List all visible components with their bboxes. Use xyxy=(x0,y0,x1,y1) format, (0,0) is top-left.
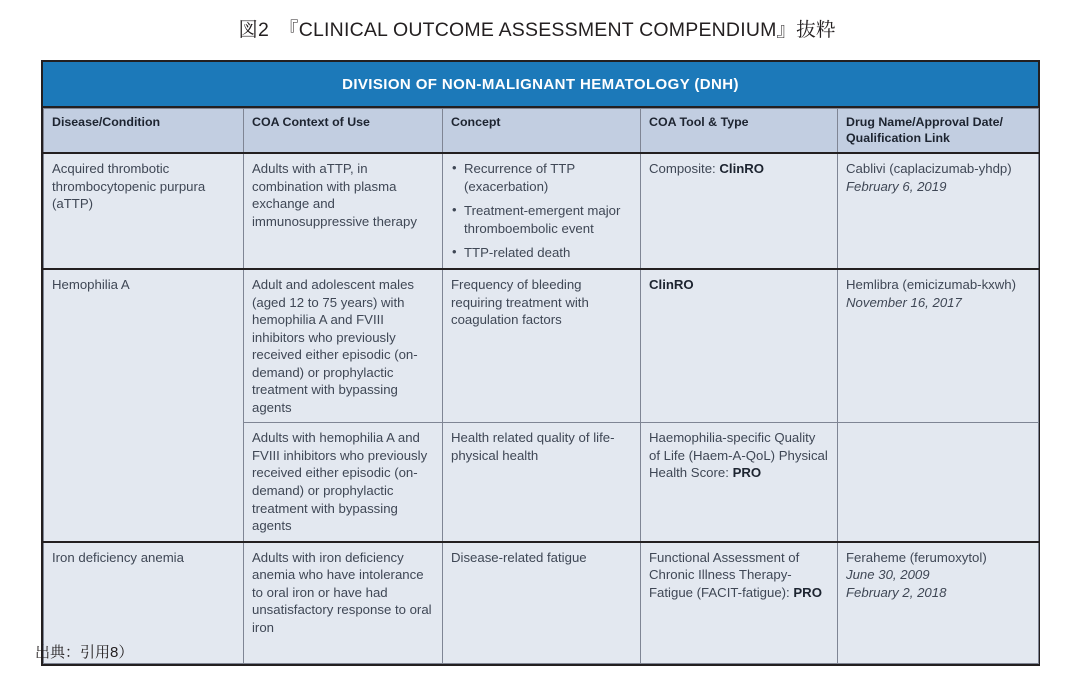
approval-date: June 30, 2009 xyxy=(846,567,930,583)
tool-type-badge: ClinRO xyxy=(649,276,694,292)
approval-date: February 6, 2019 xyxy=(846,178,947,194)
cell-drug xyxy=(838,423,1039,542)
cell-concept: Health related quality of life-physical health xyxy=(443,423,641,542)
tool-type-badge: ClinRO xyxy=(719,161,765,177)
tool-prefix: Functional Assessment of Chronic Illness Therapy-Fatigue (FACIT-fatigue): xyxy=(649,549,800,600)
list-item: • Treatment-emergent major thromboembolic event xyxy=(451,202,633,237)
column-header-concept: Concept xyxy=(443,109,641,154)
approval-date: November 16, 2017 xyxy=(846,294,962,310)
cell-context: Adult and adolescent males (aged 12 to 75 years) with hemophilia A and FVIII inhibitors who previously received either episodic (on-demand) or prophylactic treatment with bypassing agents xyxy=(244,269,443,423)
tool-prefix: Haemophilia-specific Quality of Life (Haem-A-QoL) Physical Health Score: xyxy=(649,430,828,481)
cell-tool xyxy=(641,542,838,664)
cell-tool xyxy=(641,423,838,542)
column-header-drug xyxy=(838,109,1039,154)
table-row xyxy=(44,153,1039,269)
list-item: • TTP-related death xyxy=(451,244,633,262)
cell-context: Adults with aTTP, in combination with plasma exchange and immunosuppressive therapy xyxy=(244,153,443,269)
cell-drug xyxy=(838,153,1039,269)
cell-tool xyxy=(641,153,838,269)
concept-bullet-list xyxy=(451,160,633,262)
figure-title xyxy=(0,14,1074,42)
cell-disease: Hemophilia A xyxy=(44,269,244,542)
coa-table xyxy=(43,108,1039,664)
figure-title-text: 図2 『CLINICAL OUTCOME ASSESSMENT COMPENDIUM』抜粋 xyxy=(238,19,836,41)
cell-tool xyxy=(641,269,838,423)
cell-drug xyxy=(838,269,1039,423)
cell-concept: Disease-related fatigue xyxy=(443,542,641,664)
drug-name: Hemlibra (emicizumab-kxwh) xyxy=(846,276,1017,292)
source-note: 出典：引用8） xyxy=(35,644,134,661)
tool-type-badge: PRO xyxy=(732,465,762,481)
cell-disease: Iron deficiency anemia xyxy=(44,542,244,664)
cell-drug xyxy=(838,542,1039,664)
table-banner: DIVISION OF NON-MALIGNANT HEMATOLOGY (DNH) xyxy=(43,62,1038,108)
list-item: • Recurrence of TTP (exacerbation) xyxy=(451,160,633,195)
approval-date-secondary: February 2, 2018 xyxy=(846,584,947,600)
tool-prefix: Composite: xyxy=(649,161,720,177)
drug-name: Cablivi (caplacizumab-yhdp) xyxy=(846,161,1012,177)
table-row xyxy=(44,542,1039,664)
column-header-drug-line1: Drug Name/Approval Date/ xyxy=(846,115,1003,129)
cell-concept: Frequency of bleeding requiring treatment with coagulation factors xyxy=(443,269,641,423)
cell-concept xyxy=(443,153,641,269)
coa-compendium-table xyxy=(41,60,1040,666)
table-header-row xyxy=(44,109,1039,154)
drug-name: Feraheme (ferumoxytol) xyxy=(846,549,987,565)
column-header-disease: Disease/Condition xyxy=(44,109,244,154)
tool-type-badge: PRO xyxy=(793,584,822,600)
table-row xyxy=(44,269,1039,423)
cell-context: Adults with iron deficiency anemia who have intolerance to oral iron or have had unsatisfactory response to oral iron xyxy=(244,542,443,664)
column-header-context: COA Context of Use xyxy=(244,109,443,154)
cell-disease: Acquired thrombotic thrombocytopenic purpura (aTTP) xyxy=(44,153,244,269)
column-header-tool: COA Tool & Type xyxy=(641,109,838,154)
column-header-drug-line2: Qualification Link xyxy=(846,131,950,146)
cell-context: Adults with hemophilia A and FVIII inhibitors who previously received either episodic (on-demand) or prophylactic treatment with bypassing agents xyxy=(244,423,443,542)
